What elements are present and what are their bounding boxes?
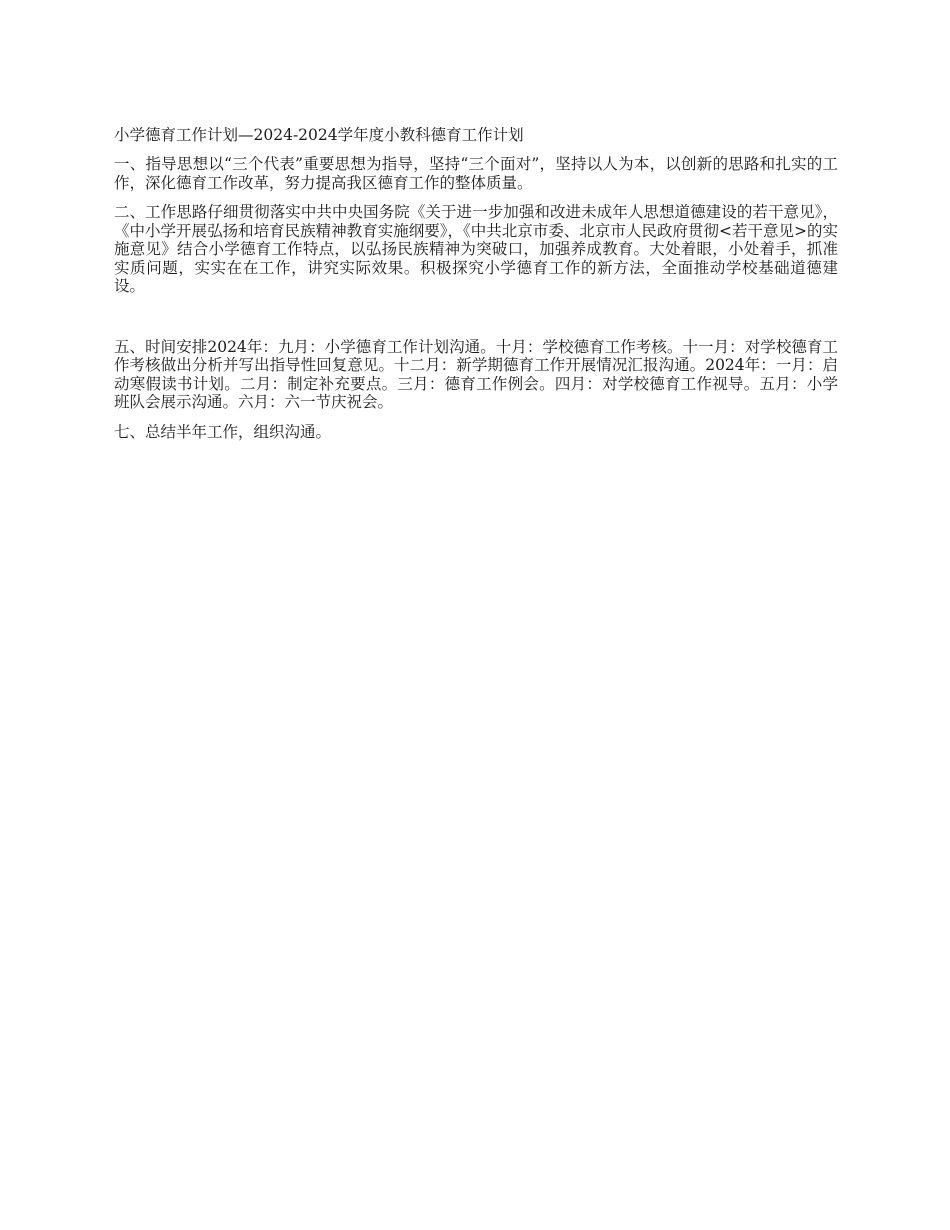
paragraph-schedule: 五、时间安排2024年：九月：小学德育工作计划沟通。十月：学校德育工作考核。十一月：对学校德育工作考核做出分析并写出指导性回复意见。十二月：新学期德育工作开展情况汇报沟通。2024年：一月：启动寒假读书计划。二月：制定补充要点。三月：德育工作例会。四月：对学校德育工作视导。五月：小学班队会展示沟通。六月：六一节庆祝会。: [114, 337, 838, 411]
document-title: 小学德育工作计划—2024-2024学年度小教科德育工作计划: [114, 126, 524, 144]
paragraph-summary: 七、总结半年工作，组织沟通。: [114, 422, 332, 441]
paragraph-work-approach: 二、工作思路仔细贯彻落实中共中央国务院《关于进一步加强和改进未成年人思想道德建设的若干意见》，《中小学开展弘扬和培育民族精神教育实施纲要》，《中共北京市委、北京市人民政府贯彻<若干意见>的实施意见》结合小学德育工作特点，以弘扬民族精神为突破口，加强养成教育。大处着眼，小处着手，抓准实质问题，实实在在工作，讲究实际效果。积极探究小学德育工作的新方法，全面推动学校基础道德建设。: [114, 203, 838, 295]
paragraph-guiding-ideology: 一、指导思想以“三个代表”重要思想为指导，坚持“三个面对”，坚持以人为本，以创新的思路和扎实的工作，深化德育工作改革，努力提高我区德育工作的整体质量。: [114, 155, 838, 192]
document-page: [114, 124, 838, 452]
